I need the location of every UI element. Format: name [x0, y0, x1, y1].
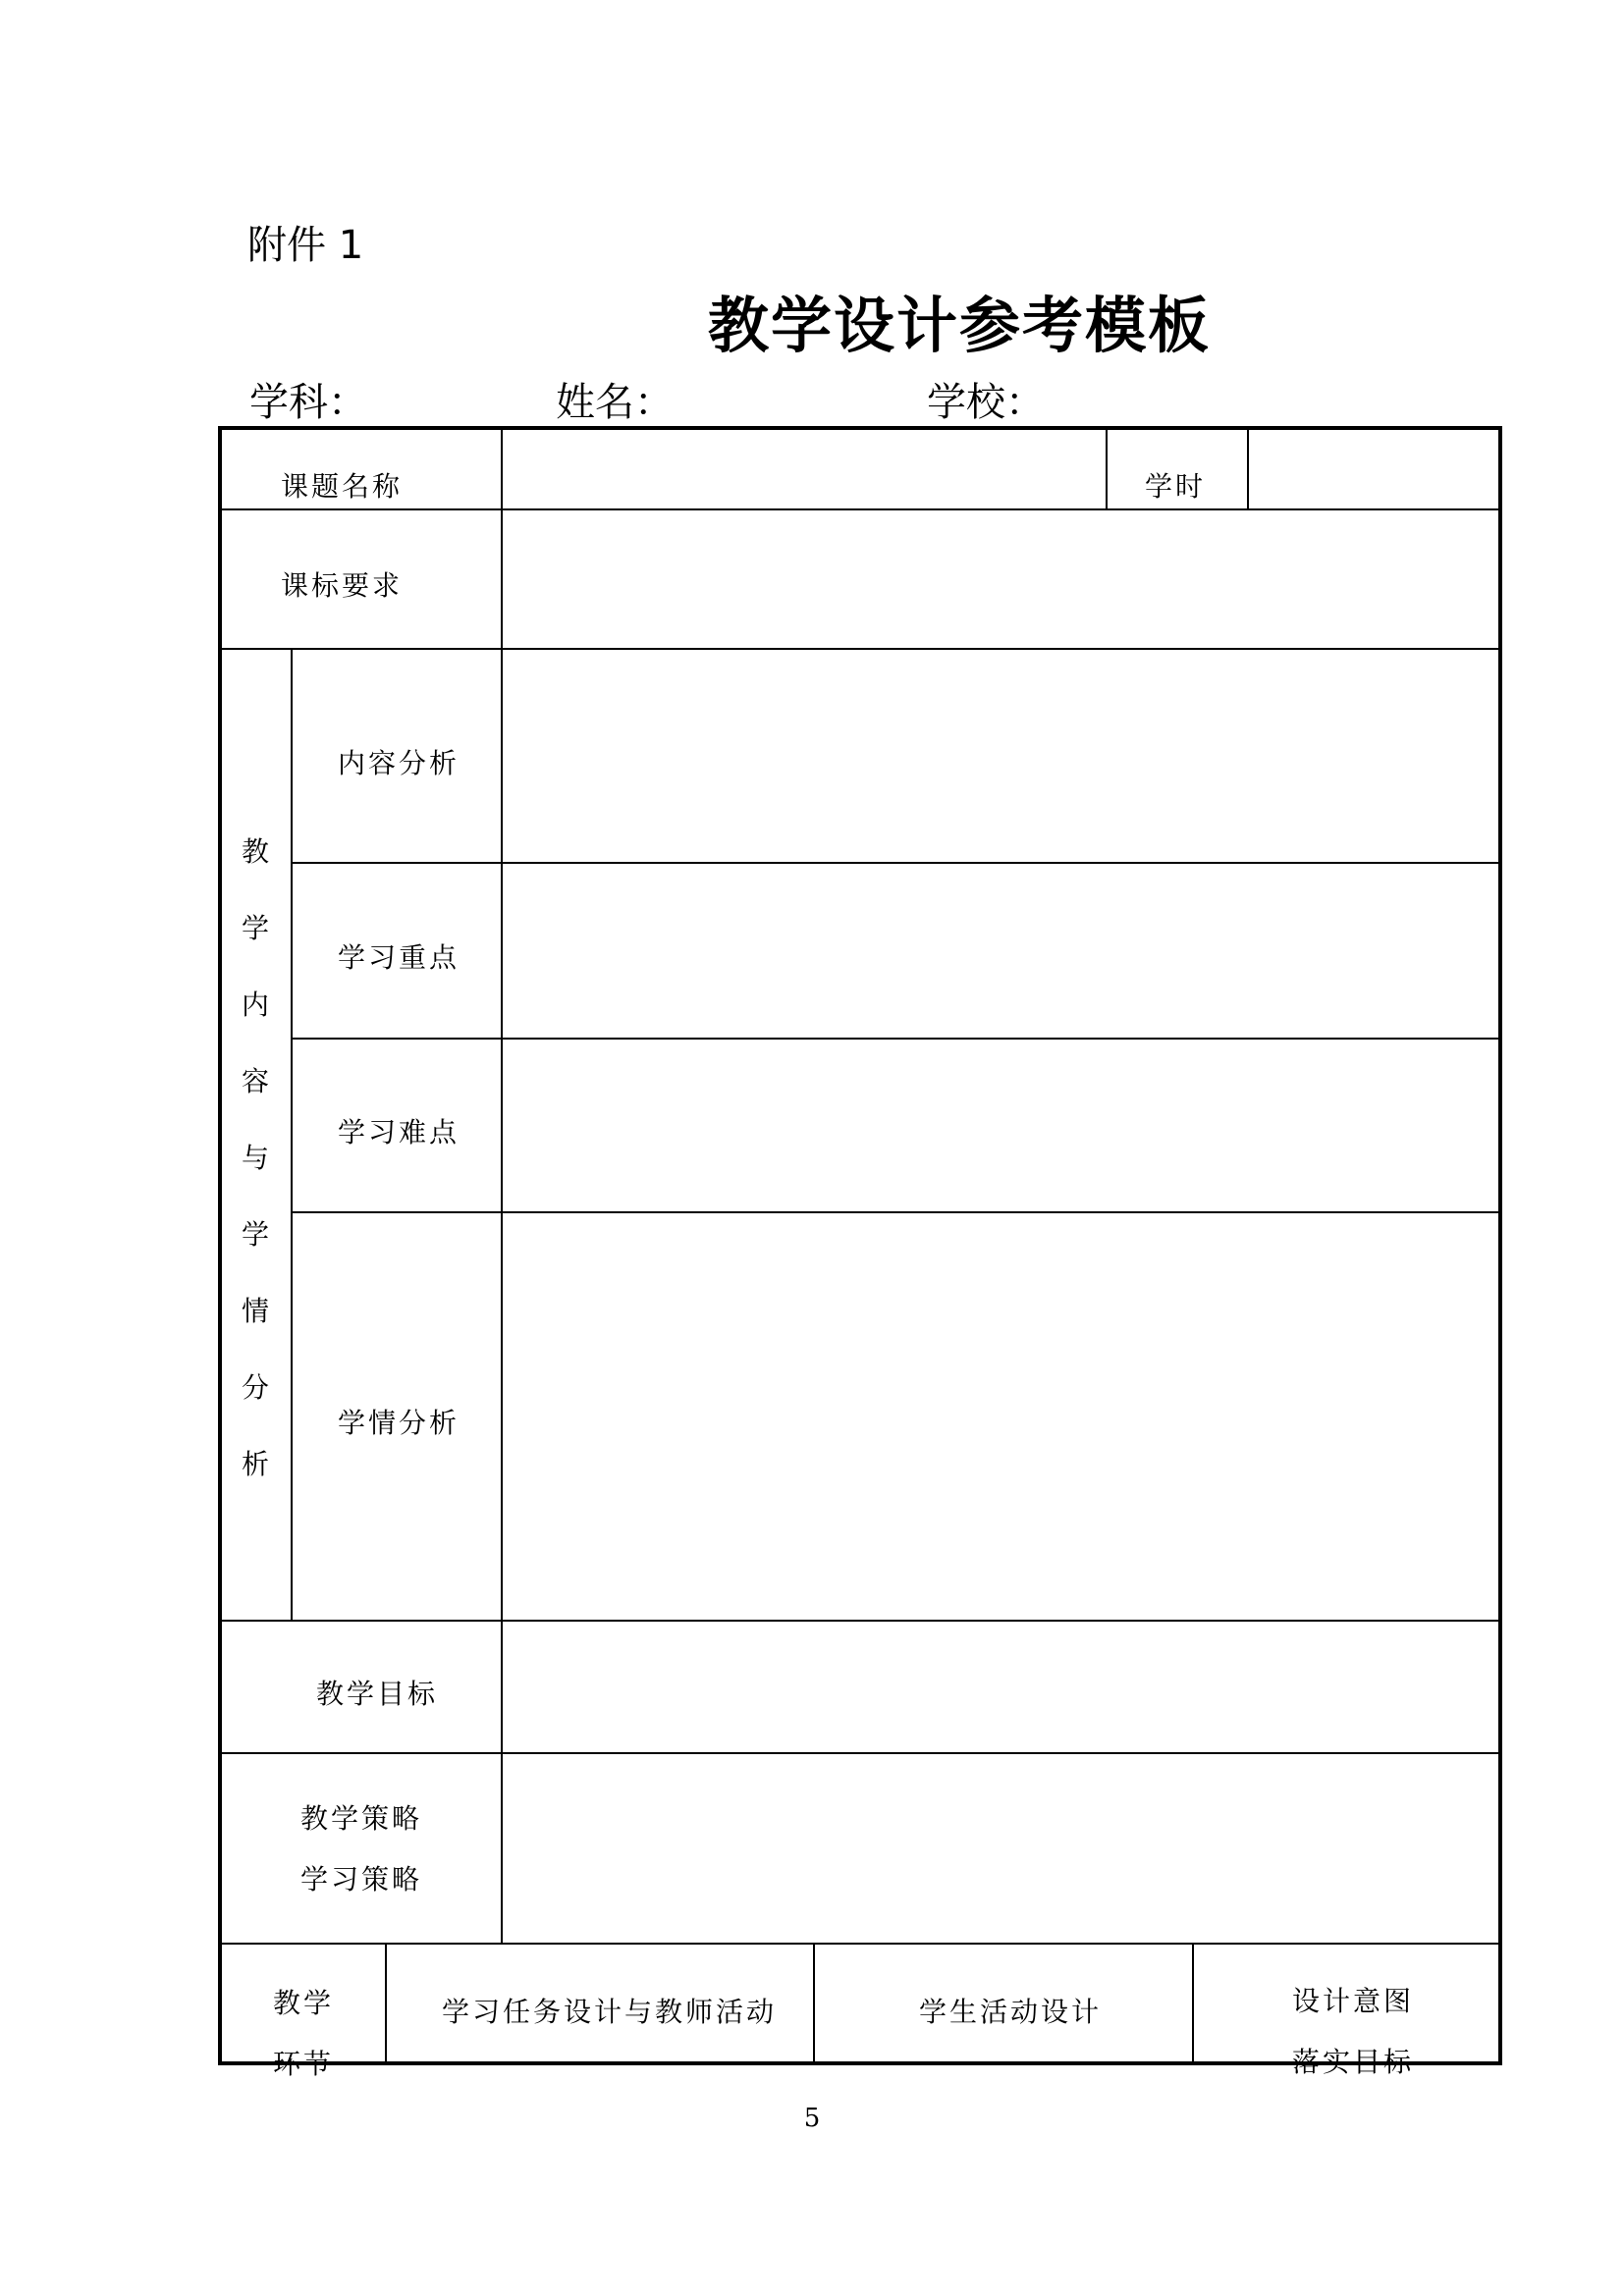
school-label: 学校： [927, 380, 1045, 425]
learning-strategy-label: 学习策略 [300, 1863, 423, 1896]
strategy-field[interactable] [503, 1754, 1498, 1943]
intent-label [1292, 1971, 1414, 2093]
key-points-field[interactable] [503, 864, 1498, 1038]
key-points-label: 学习重点 [338, 941, 460, 974]
page-number: 5 [803, 2104, 821, 2133]
lesson-design-form [218, 426, 1502, 2080]
hours-field[interactable] [1249, 430, 1498, 508]
stage-label-line2: 环节 [273, 2048, 335, 2080]
column-divider [385, 1943, 387, 2065]
group-char: 教 [241, 835, 269, 868]
hours-label: 学时 [1145, 470, 1207, 503]
analysis-group-label [236, 814, 275, 1503]
learner-analysis-label: 学情分析 [338, 1407, 460, 1439]
task-design-label: 学习任务设计与教师活动 [442, 1996, 778, 2028]
teaching-strategy-label: 教学策略 [300, 1802, 423, 1835]
subject-label: 学科： [249, 380, 367, 425]
lesson-name-field[interactable] [503, 430, 1106, 508]
intent-line1: 设计意图 [1292, 1985, 1415, 2017]
standard-label: 课标要求 [281, 569, 404, 602]
column-divider [813, 1943, 815, 2065]
difficulties-label: 学习难点 [338, 1116, 460, 1148]
stage-label [273, 1973, 334, 2095]
lesson-name-label: 课题名称 [281, 470, 404, 503]
intent-line2: 落实目标 [1292, 2046, 1415, 2078]
group-char: 与 [241, 1142, 269, 1174]
content-analysis-label: 内容分析 [338, 747, 460, 779]
objectives-field[interactable] [503, 1622, 1498, 1752]
group-char: 析 [241, 1448, 269, 1480]
row-divider [222, 1943, 1498, 1945]
student-activity-label: 学生活动设计 [919, 1996, 1103, 2028]
group-char: 内 [241, 988, 269, 1021]
group-char: 情 [241, 1295, 269, 1327]
attachment-label: 附件 1 [247, 223, 364, 268]
column-divider [1106, 430, 1108, 508]
column-divider [1192, 1943, 1194, 2065]
content-analysis-field[interactable] [503, 650, 1498, 862]
group-char: 分 [241, 1371, 269, 1404]
difficulties-field[interactable] [503, 1040, 1498, 1211]
column-divider [291, 648, 293, 1620]
objectives-label: 教学目标 [316, 1678, 439, 1710]
group-char: 容 [241, 1065, 269, 1097]
stage-label-line1: 教学 [273, 1987, 335, 2019]
name-label: 姓名： [556, 380, 674, 425]
group-char: 学 [241, 1218, 269, 1251]
document-title: 教学设计参考模板 [707, 290, 1211, 361]
group-char: 学 [241, 912, 269, 944]
learner-analysis-field[interactable] [503, 1213, 1498, 1620]
standard-field[interactable] [503, 510, 1498, 648]
strategy-labels [300, 1789, 422, 1910]
